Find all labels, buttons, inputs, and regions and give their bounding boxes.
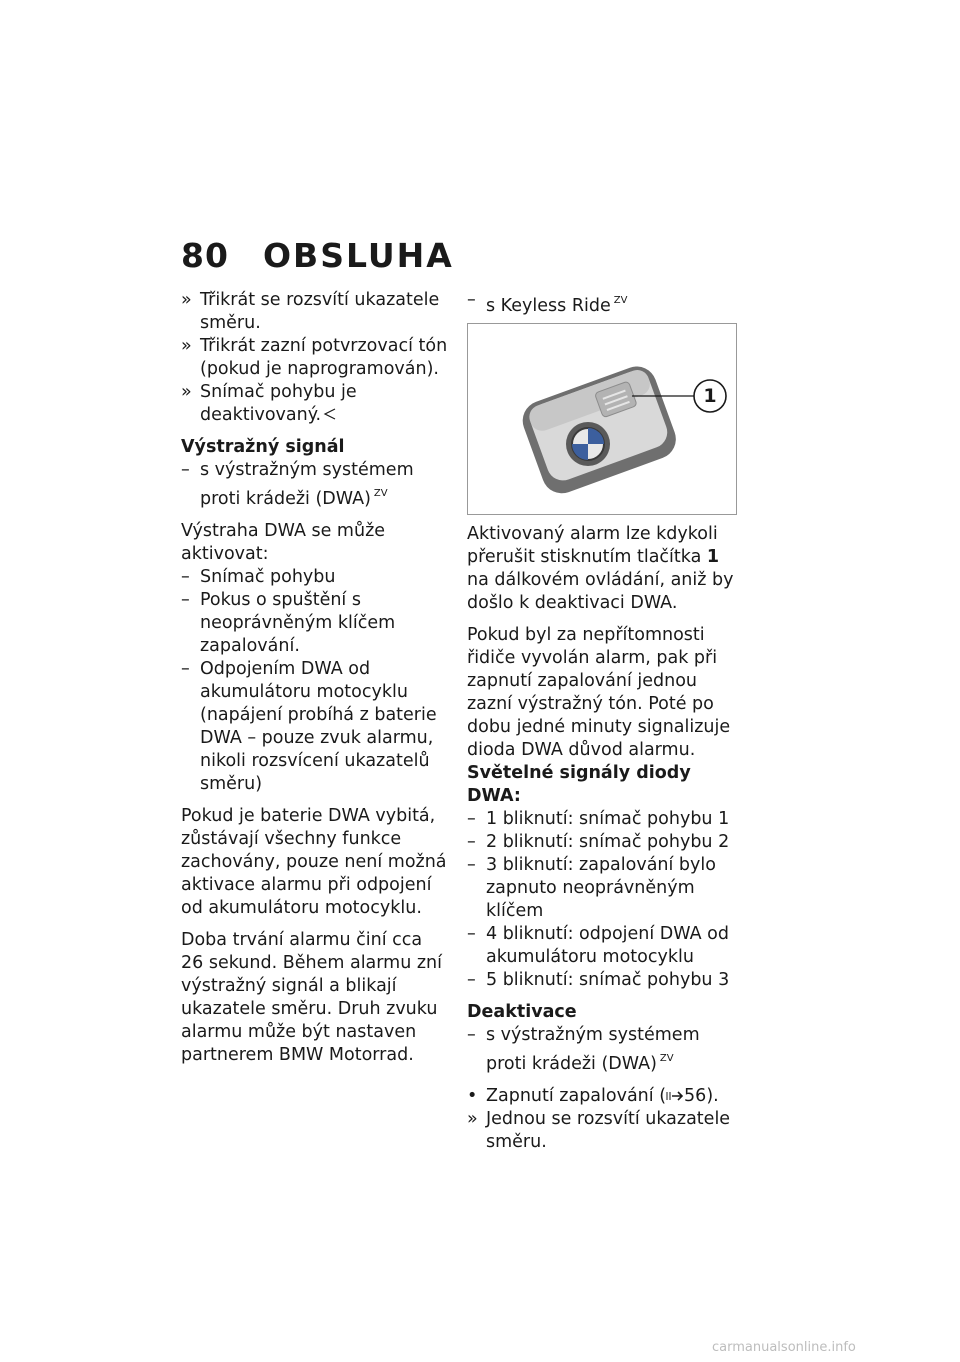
- trigger-intro: Výstraha DWA se může aktivovat:: [181, 521, 386, 564]
- paragraph-interrupt: [467, 523, 739, 615]
- list-item: [181, 381, 449, 427]
- paragraph-interrupt-text: Aktivovaný alarm lze kdykoli přerušit stisknutím tlačítka: [467, 524, 718, 567]
- step-text: Zapnutí zapalování (: [486, 1086, 667, 1106]
- dash-mark: –: [181, 460, 190, 480]
- page-reference-arrow-icon: [666, 1086, 684, 1098]
- dash-mark: –: [467, 924, 476, 944]
- section-title: OBSLUHA: [263, 236, 454, 275]
- figure-callout: 1: [703, 385, 717, 407]
- dash-mark: –: [467, 832, 476, 852]
- led-heading: Světelné signály diody DWA:: [467, 763, 691, 806]
- paragraph-battery: Pokud je baterie DWA vybitá, zůstávají všechny funkce zachovány, pouze není možná aktivace alarmu při odpojení od akumulátoru motocyklu.: [181, 806, 447, 918]
- bullet-mark: »: [181, 290, 192, 310]
- list-item: [181, 589, 449, 658]
- page-header: [181, 236, 454, 275]
- list-item-text: Třikrát se rozsvítí ukazatele směru.: [200, 290, 440, 333]
- remote-key-illustration: [468, 324, 736, 514]
- list-item: [467, 969, 739, 992]
- list-item: [181, 289, 449, 335]
- step-item: [467, 1108, 739, 1154]
- condition-item: [467, 1024, 739, 1076]
- bullet-mark: »: [181, 336, 192, 356]
- optional-equipment-sup: ZV: [659, 1053, 674, 1064]
- condition-text: s výstražným systémem proti krádeži (DWA): [200, 460, 414, 509]
- list-item-text: Pokus o spuštění s neoprávněným klíčem zapalování.: [200, 590, 396, 656]
- list-item-text: Odpojením DWA od akumulátoru motocyklu (napájení probíhá z baterie DWA – pouze zvuk alarmu, nikoli rozsvícení ukazatelů směru): [200, 659, 437, 794]
- optional-equipment-sup: ZV: [373, 488, 388, 499]
- list-item-text: 5 bliknutí: snímač pohybu 3: [486, 970, 730, 990]
- end-of-section-icon: [323, 404, 336, 427]
- dash-mark: –: [467, 290, 476, 310]
- condition-text: s Keyless Ride: [486, 296, 611, 316]
- list-item-text: 2 bliknutí: snímač pohybu 2: [486, 832, 730, 852]
- list-item-text: Snímač pohybu: [200, 567, 336, 587]
- button-ref: 1: [706, 547, 720, 567]
- bullet-mark: »: [181, 382, 192, 402]
- list-item-text: Třikrát zazní potvrzovací tón (pokud je naprogramován).: [200, 336, 448, 379]
- list-item: [467, 808, 739, 831]
- warning-heading: Výstražný signál: [181, 437, 345, 457]
- page-number: 80: [181, 236, 229, 275]
- step-bullet: »: [467, 1109, 478, 1129]
- paragraph-interrupt-text2: na dálkovém ovládání, aniž by došlo k deaktivaci DWA.: [467, 570, 734, 613]
- condition-item: [181, 459, 449, 511]
- dash-mark: –: [181, 659, 190, 679]
- dash-mark: –: [467, 855, 476, 875]
- list-item: [467, 831, 739, 854]
- dash-mark: –: [467, 970, 476, 990]
- condition-text: s výstražným systémem proti krádeži (DWA): [486, 1025, 700, 1074]
- step-item: [467, 1085, 739, 1108]
- dash-mark: –: [181, 590, 190, 610]
- dash-mark: –: [181, 567, 190, 587]
- list-item: [181, 566, 449, 589]
- list-item-text: Snímač pohybu je deaktivovaný.: [200, 382, 357, 425]
- paragraph-duration: Doba trvání alarmu činí cca 26 sekund. Během alarmu zní výstražný signál a blikají ukazatele směru. Druh zvuku alarmu může být nastaven partnerem BMW Motorrad.: [181, 930, 443, 1065]
- list-item: [467, 923, 739, 969]
- list-item: [467, 854, 739, 923]
- list-item-text: 1 bliknutí: snímač pohybu 1: [486, 809, 730, 829]
- right-column: [467, 289, 739, 1154]
- optional-equipment-sup: ZV: [613, 295, 628, 306]
- step-text: Jednou se rozsvítí ukazatele směru.: [486, 1109, 731, 1152]
- list-item: [181, 658, 449, 796]
- list-item: [181, 335, 449, 381]
- left-column: [181, 289, 449, 1067]
- step-bullet: •: [467, 1086, 478, 1106]
- deactivation-heading: Deaktivace: [467, 1002, 577, 1022]
- watermark: carmanualsonline.info: [712, 1340, 856, 1355]
- condition-item: [467, 289, 739, 318]
- remote-key-figure: [467, 323, 737, 515]
- step-suffix: ).: [706, 1086, 719, 1106]
- list-item-text: 3 bliknutí: zapalování bylo zapnuto neoprávněným klíčem: [486, 855, 716, 921]
- dash-mark: –: [467, 809, 476, 829]
- page-reference[interactable]: 56: [684, 1086, 707, 1106]
- dash-mark: –: [467, 1025, 476, 1045]
- list-item-text: 4 bliknutí: odpojení DWA od akumulátoru motocyklu: [486, 924, 729, 967]
- paragraph-absence: Pokud byl za nepřítomnosti řidiče vyvolán alarm, pak při zapnutí zapalování jednou zazní výstražný tón. Poté po dobu jedné minuty signalizuje dioda DWA důvod alarmu.: [467, 625, 731, 760]
